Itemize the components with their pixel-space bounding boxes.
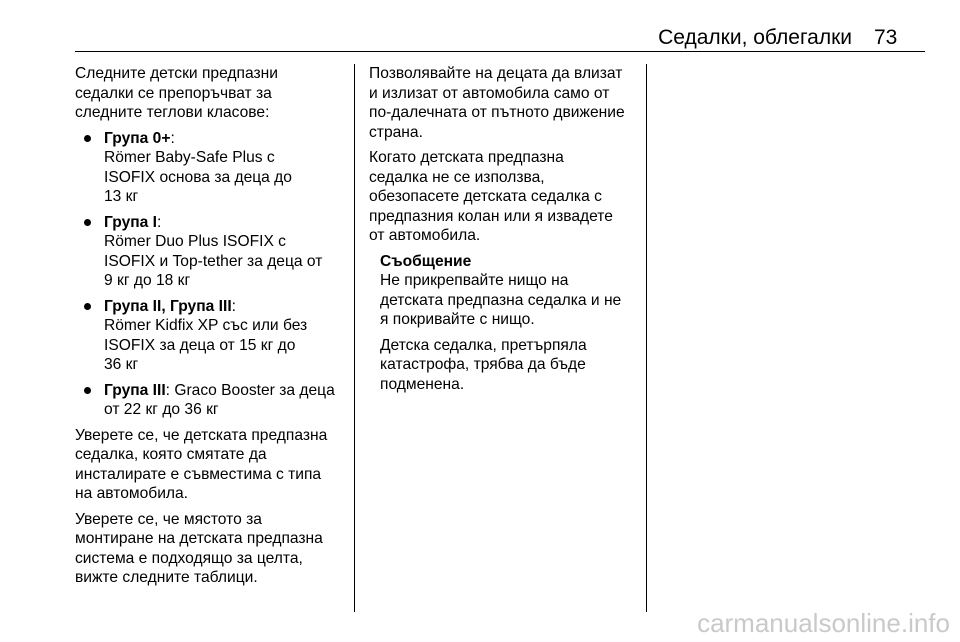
text-line: инсталирате е съвместима с типа xyxy=(75,465,322,483)
text-line: и излизат от автомобила само от xyxy=(369,84,610,102)
column-divider-left xyxy=(354,64,355,612)
text-line: страна. xyxy=(369,123,423,141)
group-label: Група II, Група III xyxy=(104,297,232,315)
left-column xyxy=(75,64,345,594)
text-line: ISOFIX и Top-tether за деца от xyxy=(104,252,323,270)
header-rule xyxy=(75,51,925,52)
text-line: седалка, която смятате да xyxy=(75,446,267,463)
exit-side-paragraph xyxy=(369,64,637,142)
text-line: Römer Duo Plus ISOFIX с xyxy=(104,233,286,250)
text-line: монтиране на детската предпазна xyxy=(75,530,323,547)
text-line: обезопасете детската седалка с xyxy=(369,188,602,205)
note-block xyxy=(369,252,637,395)
note-paragraph xyxy=(380,271,637,330)
group-suffix: : Graco Booster за деца xyxy=(165,381,335,399)
text-line: седалки се препоръчват за xyxy=(75,84,272,102)
text-line: от 22 кг до 36 кг xyxy=(104,401,219,418)
text-line: 9 кг до 18 кг xyxy=(104,272,191,289)
mounting-location-paragraph xyxy=(75,510,345,588)
note-heading: Съобщение xyxy=(380,252,472,270)
text-line: детската предпазна седалка и не xyxy=(380,291,622,309)
list-item-group-2-3 xyxy=(75,297,345,375)
page-number: 73 xyxy=(874,26,898,49)
text-line: вижте следните таблици. xyxy=(75,569,258,586)
text-line: Позволявайте на децата да влизат xyxy=(369,65,623,82)
group-label: Група III xyxy=(104,381,166,399)
compatibility-paragraph xyxy=(75,426,345,504)
text-line: следните теглови класове: xyxy=(75,104,270,121)
group-suffix: : xyxy=(170,129,175,147)
list-item-group-0plus xyxy=(75,129,345,207)
list-item-group-3 xyxy=(75,381,345,420)
group-label: Група I xyxy=(104,213,157,231)
text-line: Когато детската предпазна xyxy=(369,149,564,166)
group-label: Група 0+ xyxy=(104,129,171,147)
column-divider-right xyxy=(646,64,647,612)
unused-seat-paragraph xyxy=(369,148,637,246)
text-line: Детска седалка, претърпяла xyxy=(380,336,587,354)
text-line: подменена. xyxy=(380,375,465,393)
text-line: Römer Kidfix XP със или без xyxy=(104,317,308,334)
group-suffix: : xyxy=(231,297,236,315)
watermark: carmanualsonline.info xyxy=(697,608,950,638)
text-line: Römer Baby-Safe Plus с xyxy=(104,149,275,166)
text-line: ISOFIX за деца от 15 кг до xyxy=(104,336,296,354)
text-line: Не прикрепвайте нищо на xyxy=(380,272,569,289)
intro-paragraph xyxy=(75,64,345,123)
child-seat-group-list xyxy=(75,129,345,420)
text-line: от автомобила. xyxy=(369,227,481,244)
text-line: система е подходящо за целта, xyxy=(75,549,303,567)
text-line: Уверете се, че детската предпазна xyxy=(75,426,328,444)
text-line: я покривайте с нищо. xyxy=(380,311,535,328)
text-line: Уверете се, че мястото за xyxy=(75,510,262,528)
text-line: предпазния колан или я извадете xyxy=(369,207,613,225)
group-suffix: : xyxy=(157,213,162,231)
text-line: по-далечната от пътното движение xyxy=(369,104,625,121)
text-line: ISOFIX основа за деца до xyxy=(104,168,292,186)
text-line: на автомобила. xyxy=(75,485,189,502)
text-line: 36 кг xyxy=(104,356,139,373)
text-line: Следните детски предпазни xyxy=(75,65,278,82)
section-title: Седалки, облегалки xyxy=(658,26,852,49)
right-column xyxy=(369,64,637,400)
text-line: катастрофа, трябва да бъде xyxy=(380,356,586,373)
note-paragraph xyxy=(380,336,637,395)
text-line: 13 кг xyxy=(104,188,139,205)
text-line: седалка не се използва, xyxy=(369,168,545,186)
list-item-group-1 xyxy=(75,213,345,291)
